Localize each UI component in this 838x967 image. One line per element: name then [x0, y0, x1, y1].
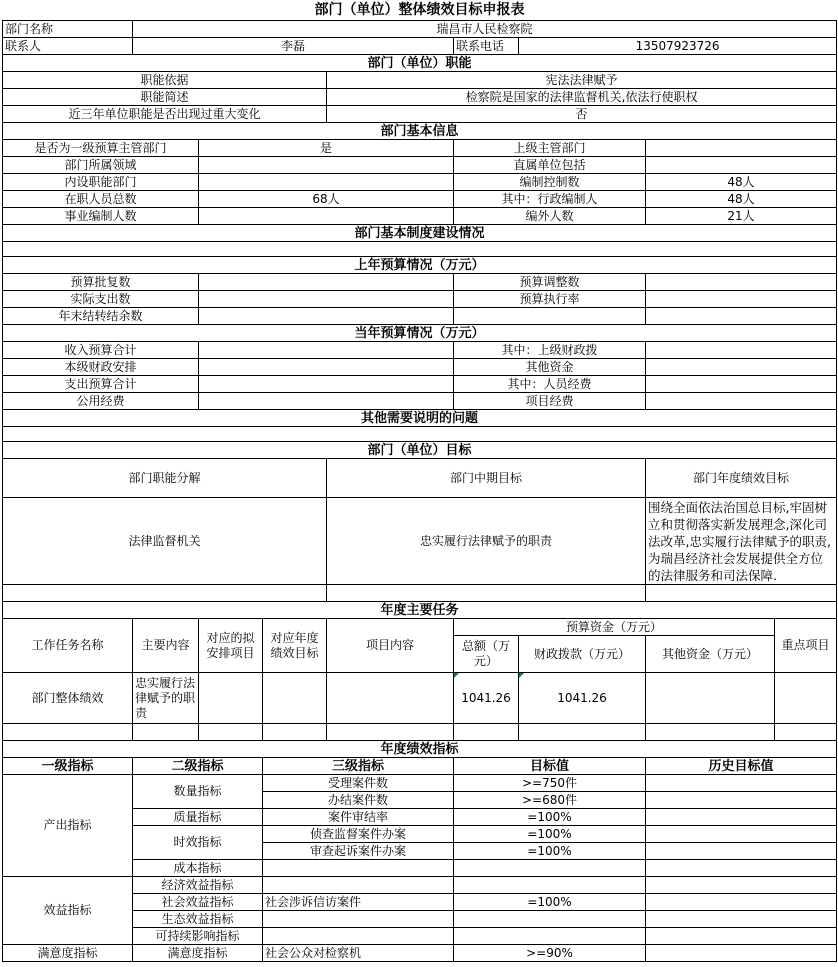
budget-value[interactable] [199, 342, 454, 359]
ind-target[interactable]: =100% [454, 843, 646, 860]
task-name[interactable]: 部门整体绩效 [3, 673, 133, 724]
goals-blank[interactable] [3, 585, 327, 602]
dept-name-value[interactable]: 瑞昌市人民检察院 [133, 21, 837, 38]
ind-target[interactable]: =100% [454, 894, 646, 911]
ind-target[interactable] [454, 860, 646, 877]
budget-value[interactable] [199, 393, 454, 410]
tasks-header-other: 其他资金（万元） [646, 636, 775, 673]
basic-label: 上级主管部门 [454, 140, 646, 157]
basic-info-section-header: 部门基本信息 [3, 123, 837, 140]
budget-label: 项目经费 [454, 393, 646, 410]
ind-history[interactable] [646, 809, 837, 826]
goals-function-value[interactable]: 法律监督机关 [3, 498, 327, 585]
budget-value[interactable] [199, 274, 454, 291]
system-section-body[interactable] [3, 242, 837, 257]
ind-history[interactable] [646, 843, 837, 860]
budget-value[interactable] [199, 359, 454, 376]
ind-level3[interactable]: 审查起诉案件办案 [263, 843, 454, 860]
ind-header-history: 历史目标值 [646, 758, 837, 775]
basic-value[interactable]: 48人 [646, 191, 837, 208]
budget-label: 收入预算合计 [3, 342, 199, 359]
ind-history[interactable] [646, 860, 837, 877]
tasks-header-budget: 预算资金（万元） [454, 619, 775, 636]
basic-label: 事业编制人数 [3, 208, 199, 225]
ind-header-level2: 二级指标 [133, 758, 263, 775]
task-arrange[interactable] [199, 673, 263, 724]
tasks-header-content: 主要内容 [133, 619, 199, 673]
tasks-header-total: 总额（万元） [454, 636, 519, 673]
ind-history[interactable] [646, 894, 837, 911]
ind-history[interactable] [646, 826, 837, 843]
basic-label: 是否为一级预算主管部门 [3, 140, 199, 157]
basic-value[interactable] [199, 157, 454, 174]
basic-label: 编制控制数 [454, 174, 646, 191]
ind-target[interactable] [454, 928, 646, 945]
goals-blank[interactable] [327, 585, 646, 602]
budget-value[interactable] [646, 308, 837, 325]
goals-annual-value[interactable]: 围绕全面依法治国总目标,牢固树立和贯彻落实新发展理念,深化司法改革,忠实履行法律赋予的职责,为瑞昌经济社会发展提供全方位的法律服务和司法保障. [646, 498, 837, 585]
dept-name-label: 部门名称 [3, 21, 133, 38]
task-total[interactable]: 1041.26 [454, 673, 519, 724]
budget-value[interactable] [646, 274, 837, 291]
basic-label: 直属单位包括 [454, 157, 646, 174]
ind-target[interactable]: >=750件 [454, 775, 646, 792]
duty-basis-value[interactable]: 宪法法律赋予 [327, 72, 837, 89]
ind-eco: 生态效益指标 [133, 911, 263, 928]
task-blank[interactable] [454, 724, 519, 741]
basic-label: 部门所属领域 [3, 157, 199, 174]
ind-econ: 经济效益指标 [133, 877, 263, 894]
basic-label: 其中：行政编制人 [454, 191, 646, 208]
tasks-header-name: 工作任务名称 [3, 619, 133, 673]
ind-timeliness: 时效指标 [133, 826, 263, 860]
contact-label: 联系人 [3, 38, 133, 55]
goals-section-header: 部门（单位）目标 [3, 442, 837, 459]
budget-label: 预算调整数 [454, 274, 646, 291]
budget-label: 其他资金 [454, 359, 646, 376]
budget-value[interactable] [646, 359, 837, 376]
ind-satisfaction-2: 满意度指标 [133, 945, 263, 962]
basic-value[interactable] [646, 157, 837, 174]
ind-history[interactable] [646, 775, 837, 792]
tasks-section-header: 年度主要任务 [3, 602, 837, 619]
last-year-budget-header: 上年预算情况（万元） [3, 257, 837, 274]
ind-level3[interactable]: 受理案件数 [263, 775, 454, 792]
ind-level3[interactable]: 案件审结率 [263, 809, 454, 826]
ind-header-level1: 一级指标 [3, 758, 133, 775]
other-issues-body[interactable] [3, 427, 837, 442]
task-blank[interactable] [199, 724, 263, 741]
ind-history[interactable] [646, 928, 837, 945]
ind-level3[interactable] [263, 860, 454, 877]
tasks-header-project: 项目内容 [327, 619, 454, 673]
tasks-header-fiscal: 财政拨款（万元） [519, 636, 646, 673]
basic-value[interactable] [646, 140, 837, 157]
ind-history[interactable] [646, 911, 837, 928]
budget-label: 其中：上级财政拨 [454, 342, 646, 359]
budget-label: 实际支出数 [3, 291, 199, 308]
tasks-header-goal: 对应年度绩效目标 [263, 619, 327, 673]
budget-value[interactable] [646, 291, 837, 308]
basic-value[interactable]: 68人 [199, 191, 454, 208]
phone-value[interactable]: 13507923726 [519, 38, 837, 55]
task-other[interactable] [646, 673, 775, 724]
basic-value[interactable]: 是 [199, 140, 454, 157]
ind-header-target: 目标值 [454, 758, 646, 775]
goals-blank[interactable] [646, 585, 837, 602]
tasks-header-key: 重点项目 [775, 619, 837, 673]
budget-label: 其中：人员经费 [454, 376, 646, 393]
ind-output: 产出指标 [3, 775, 133, 877]
budget-label: 年末结转结余数 [3, 308, 199, 325]
task-blank[interactable] [775, 724, 837, 741]
ind-satisfaction: 满意度指标 [3, 945, 133, 962]
basic-value[interactable] [199, 208, 454, 225]
contact-value[interactable]: 李磊 [133, 38, 454, 55]
goals-midterm-value[interactable]: 忠实履行法律赋予的职责 [327, 498, 646, 585]
ind-level3[interactable]: 社会公众对检察机 [263, 945, 454, 962]
ind-level3[interactable] [263, 877, 454, 894]
task-project[interactable] [327, 673, 454, 724]
task-blank[interactable] [263, 724, 327, 741]
duty-change-label: 近三年单位职能是否出现过重大变化 [3, 106, 327, 123]
task-content[interactable]: 忠实履行法律赋予的职责 [133, 673, 199, 724]
ind-level3[interactable]: 社会涉诉信访案件 [263, 894, 454, 911]
task-goal[interactable] [263, 673, 327, 724]
budget-value[interactable] [646, 342, 837, 359]
ind-quality: 质量指标 [133, 809, 263, 826]
budget-label [454, 308, 646, 325]
performance-form [2, 0, 837, 962]
ind-target[interactable]: =100% [454, 826, 646, 843]
duty-basis-label: 职能依据 [3, 72, 327, 89]
task-fiscal[interactable]: 1041.26 [519, 673, 646, 724]
duty-desc-value[interactable]: 检察院是国家的法律监督机关,依法行使职权 [327, 89, 837, 106]
indicators-section-header: 年度绩效指标 [3, 741, 837, 758]
budget-label: 本级财政安排 [3, 359, 199, 376]
budget-value[interactable] [199, 376, 454, 393]
task-blank[interactable] [519, 724, 646, 741]
goals-header-function: 部门职能分解 [3, 459, 327, 498]
ind-target[interactable]: =100% [454, 809, 646, 826]
ind-social: 社会效益指标 [133, 894, 263, 911]
ind-cost: 成本指标 [133, 860, 263, 877]
basic-value[interactable]: 48人 [646, 174, 837, 191]
budget-value[interactable] [199, 308, 454, 325]
ind-history[interactable] [646, 945, 837, 962]
basic-value[interactable]: 21人 [646, 208, 837, 225]
ind-target[interactable] [454, 911, 646, 928]
ind-quantity: 数量指标 [133, 775, 263, 809]
ind-sustain: 可持续影响指标 [133, 928, 263, 945]
ind-header-level3: 三级指标 [263, 758, 454, 775]
task-blank[interactable] [646, 724, 775, 741]
ind-level3[interactable] [263, 911, 454, 928]
this-year-budget-header: 当年预算情况（万元） [3, 325, 837, 342]
ind-target[interactable] [454, 877, 646, 894]
goals-header-midterm: 部门中期目标 [327, 459, 646, 498]
task-blank[interactable] [3, 724, 133, 741]
task-key[interactable] [775, 673, 837, 724]
ind-level3[interactable]: 侦查监督案件办案 [263, 826, 454, 843]
ind-target[interactable]: >=90% [454, 945, 646, 962]
basic-value[interactable] [199, 174, 454, 191]
ind-level3[interactable] [263, 928, 454, 945]
goals-header-annual: 部门年度绩效目标 [646, 459, 837, 498]
budget-label: 预算执行率 [454, 291, 646, 308]
duty-change-value[interactable]: 否 [327, 106, 837, 123]
phone-label: 联系电话 [454, 38, 519, 55]
budget-label: 支出预算合计 [3, 376, 199, 393]
ind-level3[interactable]: 办结案件数 [263, 792, 454, 809]
ind-benefit: 效益指标 [3, 877, 133, 945]
budget-value[interactable] [646, 376, 837, 393]
budget-value[interactable] [199, 291, 454, 308]
basic-label: 内设职能部门 [3, 174, 199, 191]
task-blank[interactable] [327, 724, 454, 741]
form-title: 部门（单位）整体绩效目标申报表 [314, 1, 525, 18]
duty-section-header: 部门（单位）职能 [3, 55, 837, 72]
other-issues-header: 其他需要说明的问题 [3, 410, 837, 427]
tasks-header-arrange: 对应的拟安排项目 [199, 619, 263, 673]
budget-label: 预算批复数 [3, 274, 199, 291]
ind-history[interactable] [646, 792, 837, 809]
basic-label: 编外人数 [454, 208, 646, 225]
budget-label: 公用经费 [3, 393, 199, 410]
budget-value[interactable] [646, 393, 837, 410]
ind-target[interactable]: >=680件 [454, 792, 646, 809]
duty-desc-label: 职能简述 [3, 89, 327, 106]
ind-history[interactable] [646, 877, 837, 894]
basic-label: 在职人员总数 [3, 191, 199, 208]
task-blank[interactable] [133, 724, 199, 741]
system-section-header: 部门基本制度建设情况 [3, 225, 837, 242]
